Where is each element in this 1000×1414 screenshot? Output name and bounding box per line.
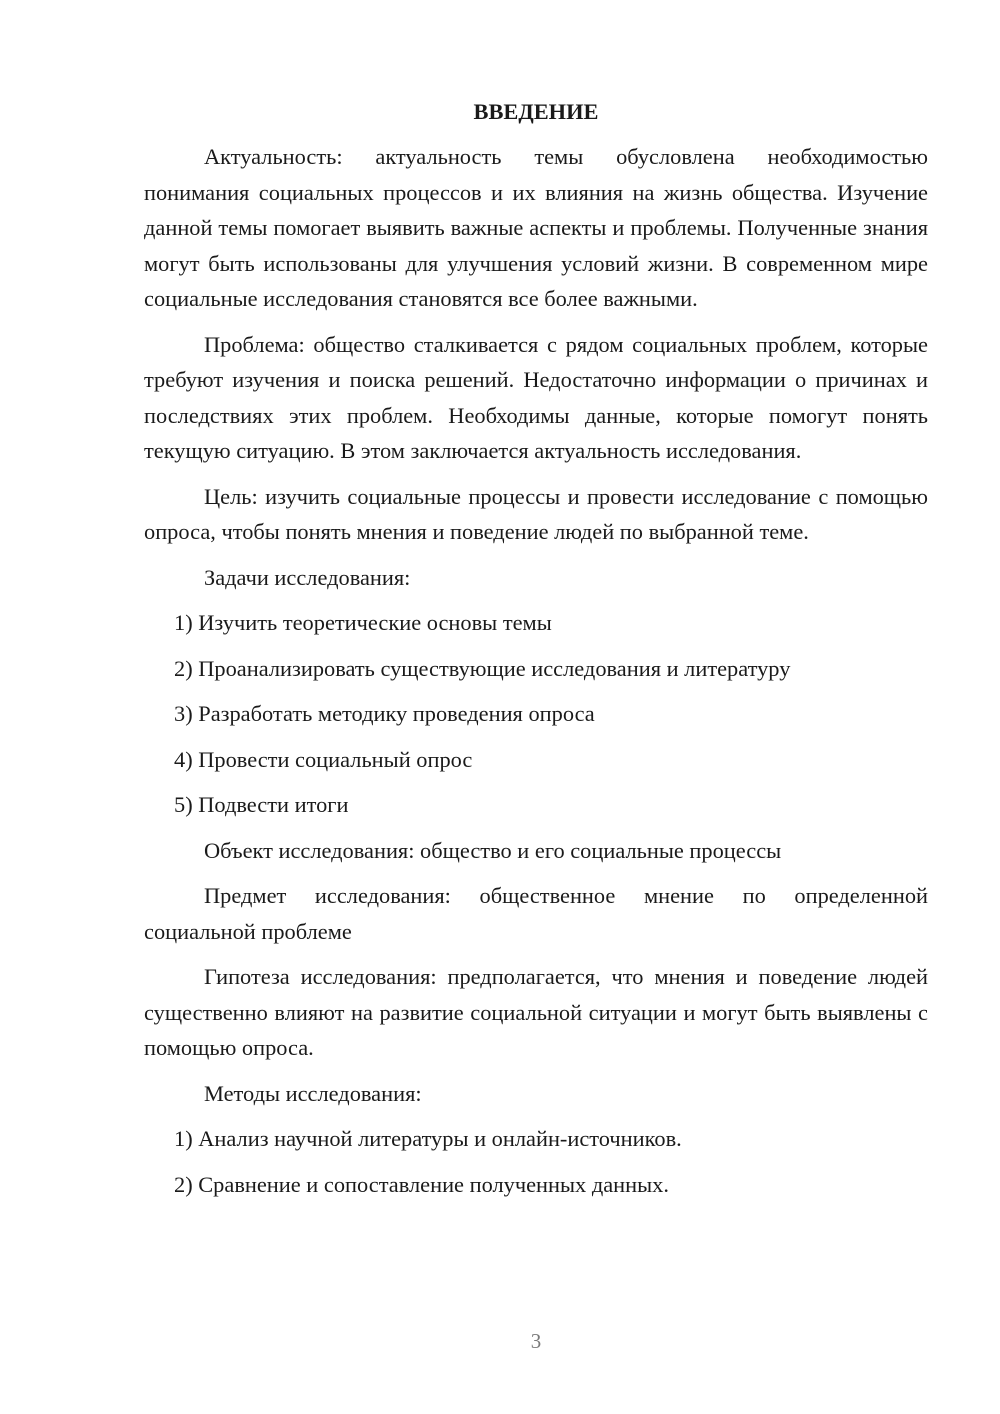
task-item: 2) Проанализировать существующие исследования и литературу	[174, 655, 791, 681]
page-content	[144, 94, 928, 1212]
method-item: 1) Анализ научной литературы и онлайн-источников.	[174, 1126, 682, 1151]
relevance-paragraph: Актуальность: актуальность темы обусловлена необходимостью понимания социальных процессов и их влияния на жизнь общества. Изучение данной темы помогает выявить важные аспекты и проблемы. Полученные знания могут быть использованы для улучшения условий жизни. В современном мире социальные исследования становятся все более важными.	[144, 144, 928, 311]
task-item: 5) Подвести итоги	[174, 792, 349, 817]
task-item: 1) Изучить теоретические основы темы	[174, 610, 552, 635]
tasks-title: Задачи исследования:	[204, 564, 411, 590]
method-item: 2) Сравнение и сопоставление полученных данных.	[174, 1171, 669, 1197]
task-item: 3) Разработать методику проведения опроса	[174, 701, 595, 726]
page-number: 3	[530, 1329, 542, 1353]
section-heading: ВВЕДЕНИЕ	[473, 99, 599, 124]
methods-list	[144, 1121, 928, 1202]
problem-paragraph: Проблема: общество сталкивается с рядом социальных проблем, которые требуют изучения и поиска решений. Недостаточно информации о причинах и последствиях этих проблем. Необходимы данные, которые помогут понять текущую ситуацию. В этом заключается актуальность исследования.	[144, 331, 928, 463]
object-paragraph: Объект исследования: общество и его социальные процессы	[204, 837, 782, 863]
hypothesis-paragraph: Гипотеза исследования: предполагается, что мнения и поведение людей существенно влияют на развитие социальной ситуации и могут быть выявлены с помощью опроса.	[144, 964, 928, 1060]
tasks-list	[144, 605, 928, 823]
task-item: 4) Провести социальный опрос	[174, 746, 473, 772]
methods-title: Методы исследования:	[204, 1080, 422, 1106]
subject-paragraph: Предмет исследования: общественное мнение по определенной социальной проблеме	[144, 883, 928, 944]
goal-paragraph: Цель: изучить социальные процессы и провести исследование с помощью опроса, чтобы понять мнения и поведение людей по выбранной теме.	[144, 483, 928, 544]
